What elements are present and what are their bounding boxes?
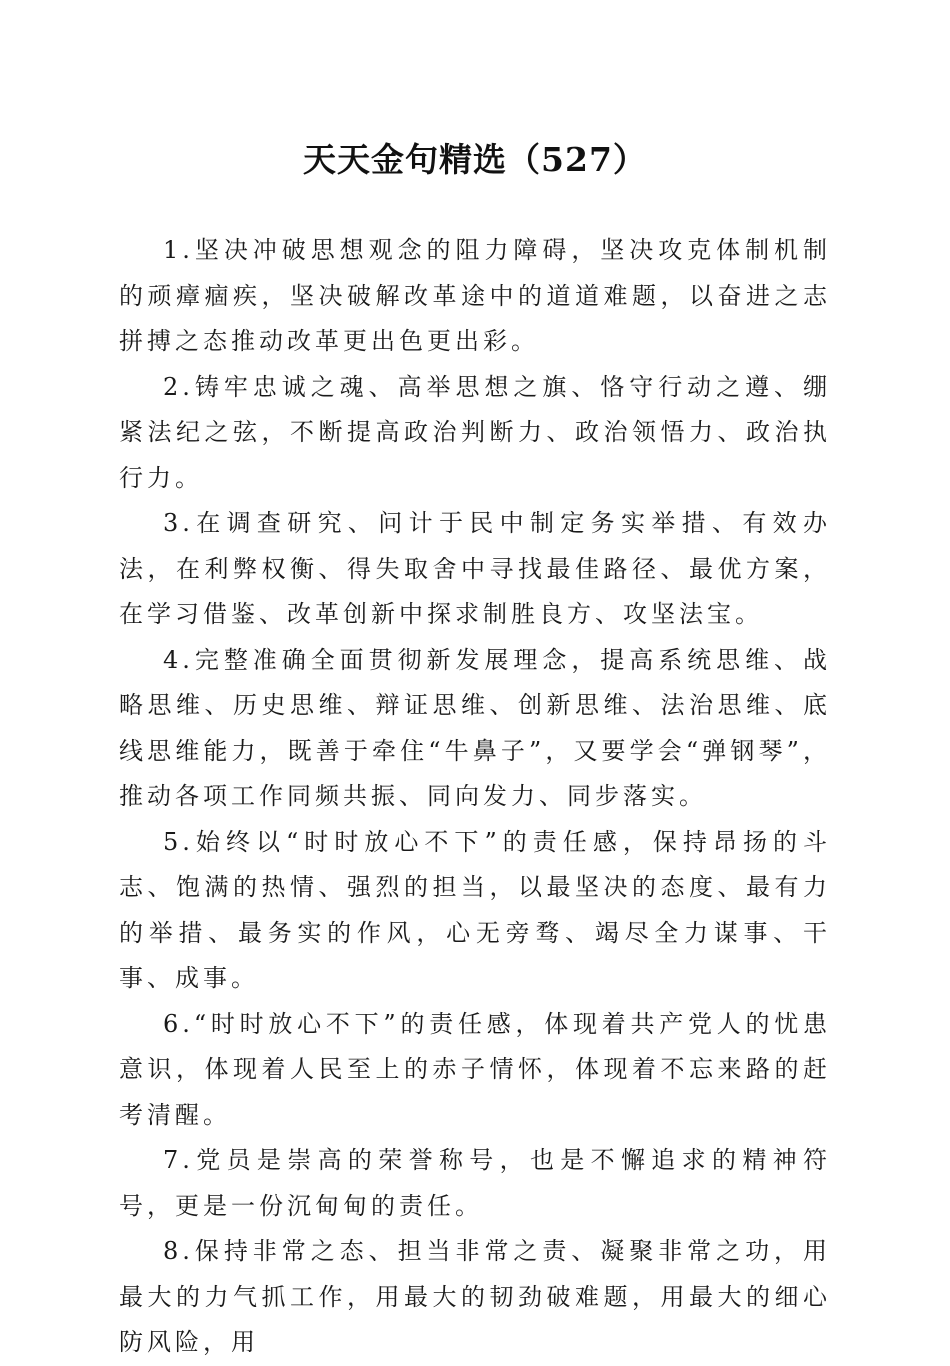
paragraph-4: 4.完整准确全面贯彻新发展理念，提高系统思维、战略思维、历史思维、辩证思维、创新思维、法治思维、底线思维能力，既善于牵住“牛鼻子”，又要学会“弹钢琴”，推动各项工作同频共振、同向发力、同步落实。 xyxy=(119,645,831,810)
paragraph-1: 1.坚决冲破思想观念的阻力障碍，坚决攻克体制机制的顽瘴痼疾，坚决破解改革途中的道道难题，以奋进之志拼搏之态推动改革更出色更出彩。 xyxy=(119,236,831,355)
paragraph-3: 3.在调查研究、问计于民中制定务实举措、有效办法，在利弊权衡、得失取舍中寻找最佳路径、最优方案，在学习借鉴、改革创新中探求制胜良方、攻坚法宝。 xyxy=(119,509,831,628)
page-title: 天天金句精选（527） xyxy=(303,140,647,179)
document-body xyxy=(119,228,831,1366)
paragraph-5: 5.始终以“时时放心不下”的责任感，保持昂扬的斗志、饱满的热情、强烈的担当，以最坚决的态度、最有力的举措、最务实的作风，心无旁骛、竭尽全力谋事、干事、成事。 xyxy=(119,827,831,992)
paragraph-6: 6.“时时放心不下”的责任感，体现着共产党人的忧患意识，体现着人民至上的赤子情怀，体现着不忘来路的赶考清醒。 xyxy=(119,1009,831,1129)
paragraph-2: 2.铸牢忠诚之魂、高举思想之旗、恪守行动之遵、绷紧法纪之弦，不断提高政治判断力、政治领悟力、政治执行力。 xyxy=(119,372,831,492)
paragraph-7: 7.党员是崇高的荣誉称号，也是不懈追求的精神符号，更是一份沉甸甸的责任。 xyxy=(119,1146,831,1220)
paragraph-8: 8.保持非常之态、担当非常之责、凝聚非常之功，用最大的力气抓工作，用最大的韧劲破难题，用最大的细心防风险，用 xyxy=(119,1237,831,1356)
